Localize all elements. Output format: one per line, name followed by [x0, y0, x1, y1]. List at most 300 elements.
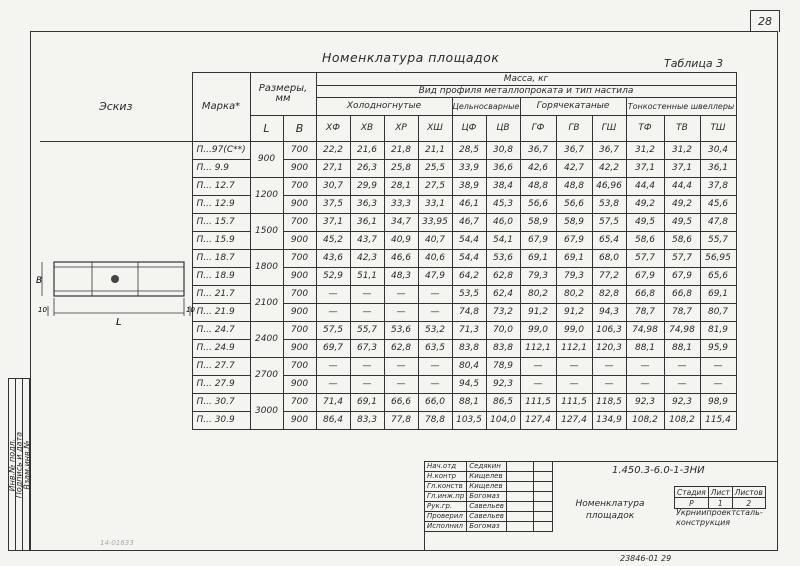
sheets-header: Листов — [732, 487, 765, 498]
faint-stamp-code: 14-01633 — [100, 539, 134, 547]
width-cell: 900 — [283, 268, 316, 286]
stamp-signature — [506, 522, 533, 532]
mass-cell: 33,9 — [452, 160, 486, 178]
stage-value: Р — [675, 498, 709, 509]
mass-cell: — — [700, 376, 736, 394]
sketch-right-offset: 10 — [186, 306, 195, 314]
mass-cell: 82,8 — [592, 286, 626, 304]
mass-cell: — — [418, 286, 452, 304]
mass-cell: 48,8 — [556, 178, 592, 196]
mass-cell: 94,5 — [452, 376, 486, 394]
mass-cell: 44,4 — [664, 178, 700, 196]
mass-cell: 53,6 — [384, 322, 418, 340]
mass-cell: 53,6 — [486, 250, 520, 268]
mass-cell: 43,7 — [350, 232, 384, 250]
mass-cell: 37,1 — [626, 160, 664, 178]
length-cell: 2700 — [250, 358, 283, 394]
width-cell: 700 — [283, 142, 316, 160]
mark-cell: П... 12.7 — [192, 178, 250, 196]
mass-cell: 106,3 — [592, 322, 626, 340]
mass-cell: — — [556, 376, 592, 394]
header-col-5: ЦВ — [486, 116, 520, 142]
mark-cell: П... 15.7 — [192, 214, 250, 232]
mass-cell: 30,4 — [700, 142, 736, 160]
stamp-date — [533, 482, 552, 492]
sidebar-sign-label: Подпись и дата — [14, 431, 24, 498]
width-cell: 900 — [283, 232, 316, 250]
mass-cell: — — [384, 358, 418, 376]
mass-cell: 91,2 — [556, 304, 592, 322]
mass-cell: 34,7 — [384, 214, 418, 232]
width-cell: 700 — [283, 250, 316, 268]
mass-cell: 54,4 — [452, 250, 486, 268]
mass-cell: 21,6 — [350, 142, 384, 160]
mass-cell: 49,5 — [626, 214, 664, 232]
mass-cell: 66,6 — [384, 394, 418, 412]
length-cell: 900 — [250, 142, 283, 178]
mass-cell: 36,7 — [556, 142, 592, 160]
mass-cell: 56,95 — [700, 250, 736, 268]
mass-cell: 29,9 — [350, 178, 384, 196]
header-col-4: ЦФ — [452, 116, 486, 142]
mass-cell: 52,9 — [316, 268, 350, 286]
sketch-B-label: B — [36, 276, 43, 286]
mark-cell: П... 21.7 — [192, 286, 250, 304]
mass-cell: 53,5 — [452, 286, 486, 304]
mass-cell: — — [664, 358, 700, 376]
width-cell: 900 — [283, 304, 316, 322]
stage-box — [674, 486, 766, 509]
header-col-3: ХШ — [418, 116, 452, 142]
header-col-6: ГФ — [520, 116, 556, 142]
mass-cell: — — [384, 304, 418, 322]
mass-cell: 103,5 — [452, 412, 486, 430]
mass-cell: 66,8 — [664, 286, 700, 304]
mark-cell: П... 21.9 — [192, 304, 250, 322]
mass-cell: 36,1 — [700, 160, 736, 178]
stamp-role: Исполнил — [425, 522, 467, 532]
mass-cell: 22,2 — [316, 142, 350, 160]
width-cell: 900 — [283, 160, 316, 178]
mass-cell: — — [350, 358, 384, 376]
mass-cell: 56,6 — [556, 196, 592, 214]
mass-cell: 79,3 — [520, 268, 556, 286]
mass-cell: 49,2 — [626, 196, 664, 214]
stamp-person: Богомаз — [467, 492, 507, 502]
mass-cell: 37,1 — [316, 214, 350, 232]
length-cell: 2100 — [250, 286, 283, 322]
mass-cell: 31,2 — [626, 142, 664, 160]
sketch-left-offset: 10 — [38, 306, 47, 314]
sidebar-inv-label: Инв.№ подл. — [7, 438, 17, 491]
length-cell: 1800 — [250, 250, 283, 286]
mass-cell: 30,7 — [316, 178, 350, 196]
stamp-signature — [506, 462, 533, 472]
stamp-row — [425, 472, 553, 482]
mass-cell: 92,3 — [486, 376, 520, 394]
mass-cell: 80,7 — [700, 304, 736, 322]
mass-cell: 86,5 — [486, 394, 520, 412]
mark-cell: П... 30.9 — [192, 412, 250, 430]
mass-cell: 47,9 — [418, 268, 452, 286]
stamp-signature — [506, 502, 533, 512]
mass-cell: 74,98 — [664, 322, 700, 340]
mass-cell: 78,7 — [664, 304, 700, 322]
mass-cell: 44,4 — [626, 178, 664, 196]
mass-cell: 40,7 — [418, 232, 452, 250]
mass-cell: 73,2 — [486, 304, 520, 322]
mass-cell: 63,5 — [418, 340, 452, 358]
mass-cell: 83,8 — [452, 340, 486, 358]
mass-cell: 95,9 — [700, 340, 736, 358]
mark-cell: П... 18.7 — [192, 250, 250, 268]
mass-cell: 99,0 — [520, 322, 556, 340]
width-cell: 900 — [283, 340, 316, 358]
mark-cell: П... 24.9 — [192, 340, 250, 358]
mass-cell: 78,9 — [486, 358, 520, 376]
mark-cell: П... 9.9 — [192, 160, 250, 178]
mass-cell: 42,7 — [556, 160, 592, 178]
mass-cell: 88,1 — [626, 340, 664, 358]
mass-cell: 42,2 — [592, 160, 626, 178]
stamp-row — [425, 522, 553, 532]
header-col-7: ГВ — [556, 116, 592, 142]
mass-cell: 27,1 — [316, 160, 350, 178]
length-cell: 3000 — [250, 394, 283, 430]
mass-cell: 37,1 — [664, 160, 700, 178]
mass-cell: 71,4 — [316, 394, 350, 412]
mass-cell: 69,1 — [350, 394, 384, 412]
organization-name: Укрниипроектсталь-конструкция — [676, 508, 763, 527]
stamp-role: Н.контр — [425, 472, 467, 482]
width-cell: 700 — [283, 178, 316, 196]
mass-cell: 67,9 — [520, 232, 556, 250]
mass-cell: 120,3 — [592, 340, 626, 358]
mass-cell: 57,5 — [316, 322, 350, 340]
stamp-person: Кищелев — [467, 472, 507, 482]
stamp-person: Савельев — [467, 512, 507, 522]
mass-cell: 36,7 — [520, 142, 556, 160]
width-cell: 900 — [283, 196, 316, 214]
mass-cell: 70,0 — [486, 322, 520, 340]
header-col-8: ГШ — [592, 116, 626, 142]
mass-cell: 74,98 — [626, 322, 664, 340]
mass-cell: — — [350, 376, 384, 394]
header-thin: Тонкостенные швеллеры — [626, 98, 736, 116]
width-cell: 700 — [283, 394, 316, 412]
mark-cell: П... 12.9 — [192, 196, 250, 214]
mass-cell: 21,1 — [418, 142, 452, 160]
mass-cell: 51,1 — [350, 268, 384, 286]
page-number: 28 — [750, 10, 780, 32]
mass-cell: 58,9 — [520, 214, 556, 232]
stamp-signature — [506, 482, 533, 492]
width-cell: 700 — [283, 322, 316, 340]
mark-cell: П... 18.9 — [192, 268, 250, 286]
mass-cell: 36,3 — [350, 196, 384, 214]
mass-cell: 115,4 — [700, 412, 736, 430]
mass-cell: 80,2 — [520, 286, 556, 304]
mass-cell: — — [520, 358, 556, 376]
mass-cell: 77,2 — [592, 268, 626, 286]
mass-cell: 38,4 — [486, 178, 520, 196]
sheet-header: Лист — [708, 487, 732, 498]
width-cell: 900 — [283, 412, 316, 430]
mass-cell: 65,6 — [700, 268, 736, 286]
mass-cell: 54,1 — [486, 232, 520, 250]
mass-cell: 118,5 — [592, 394, 626, 412]
mass-cell: 134,9 — [592, 412, 626, 430]
mark-cell: П... 27.9 — [192, 376, 250, 394]
mass-cell: 33,3 — [384, 196, 418, 214]
stamp-row — [425, 462, 553, 472]
mass-cell: 91,2 — [520, 304, 556, 322]
header-col-0: ХФ — [316, 116, 350, 142]
mass-cell: 48,8 — [520, 178, 556, 196]
mass-cell: 71,3 — [452, 322, 486, 340]
width-cell: 700 — [283, 358, 316, 376]
platform-sketch — [30, 250, 195, 330]
mass-cell: 46,0 — [486, 214, 520, 232]
mass-cell: 57,7 — [664, 250, 700, 268]
mass-cell: 77,8 — [384, 412, 418, 430]
mass-cell: 37,5 — [316, 196, 350, 214]
mass-cell: 98,9 — [700, 394, 736, 412]
stamp-role: Рук.гр. — [425, 502, 467, 512]
mass-cell: 45,2 — [316, 232, 350, 250]
page-title: Номенклатура площадок — [322, 50, 500, 65]
mass-cell: 33,95 — [418, 214, 452, 232]
mass-cell: 42,6 — [520, 160, 556, 178]
stamp-role: Проверил — [425, 512, 467, 522]
mass-cell: 38,9 — [452, 178, 486, 196]
mass-cell: 127,4 — [556, 412, 592, 430]
header-hot: Горячекатаные — [520, 98, 626, 116]
stamp-row — [425, 482, 553, 492]
length-cell: 1500 — [250, 214, 283, 250]
mass-cell: 127,4 — [520, 412, 556, 430]
mark-cell: П... 24.7 — [192, 322, 250, 340]
mass-cell: 81,9 — [700, 322, 736, 340]
stamp-person: Седякин — [467, 462, 507, 472]
mass-cell: 79,3 — [556, 268, 592, 286]
stamp-signature — [506, 492, 533, 502]
mass-cell: 67,9 — [626, 268, 664, 286]
mass-cell: 104,0 — [486, 412, 520, 430]
mass-cell: 80,4 — [452, 358, 486, 376]
mass-cell: — — [350, 286, 384, 304]
header-mark: Марка* — [192, 73, 250, 142]
mass-cell: 66,8 — [626, 286, 664, 304]
mass-cell: 57,5 — [592, 214, 626, 232]
mass-cell: 67,9 — [664, 268, 700, 286]
stamp-row — [425, 502, 553, 512]
mass-cell: 27,5 — [418, 178, 452, 196]
stage-header: Стадия — [675, 487, 709, 498]
mass-cell: 88,1 — [664, 340, 700, 358]
stamp-date — [533, 492, 552, 502]
stamp-date — [533, 512, 552, 522]
header-cold: Холодногнутые — [316, 98, 452, 116]
mass-cell: 21,8 — [384, 142, 418, 160]
sheet-value: 1 — [708, 498, 732, 509]
width-cell: 700 — [283, 286, 316, 304]
header-col-9: ТФ — [626, 116, 664, 142]
mark-cell: П... 15.9 — [192, 232, 250, 250]
mass-cell: 42,3 — [350, 250, 384, 268]
mass-cell: 45,3 — [486, 196, 520, 214]
mass-cell: 74,8 — [452, 304, 486, 322]
stamp-row — [425, 492, 553, 502]
header-col-11: ТШ — [700, 116, 736, 142]
mass-cell: 43,6 — [316, 250, 350, 268]
mass-cell: 62,4 — [486, 286, 520, 304]
mass-cell: — — [316, 286, 350, 304]
mass-cell: 26,3 — [350, 160, 384, 178]
mass-cell: — — [520, 376, 556, 394]
mass-cell: 86,4 — [316, 412, 350, 430]
bottom-code: 23846-01 29 — [620, 554, 672, 563]
mass-cell: 31,2 — [664, 142, 700, 160]
mass-cell: 66,0 — [418, 394, 452, 412]
mass-cell: 36,7 — [592, 142, 626, 160]
mass-cell: 28,5 — [452, 142, 486, 160]
mass-cell: 46,96 — [592, 178, 626, 196]
mass-cell: 48,3 — [384, 268, 418, 286]
mass-cell: 68,0 — [592, 250, 626, 268]
mass-cell: 58,6 — [664, 232, 700, 250]
mass-cell: — — [592, 376, 626, 394]
stamp-date — [533, 522, 552, 532]
mass-cell: 25,8 — [384, 160, 418, 178]
header-col-1: ХВ — [350, 116, 384, 142]
mass-cell: 67,9 — [556, 232, 592, 250]
mass-cell: 46,1 — [452, 196, 486, 214]
mass-cell: 49,5 — [664, 214, 700, 232]
sheet-name: Номенклатура площадок — [575, 499, 645, 521]
stamp-signature — [506, 472, 533, 482]
mass-cell: 37,8 — [700, 178, 736, 196]
mark-cell: П... 30.7 — [192, 394, 250, 412]
mass-cell: 62,8 — [486, 268, 520, 286]
width-cell: 700 — [283, 214, 316, 232]
mass-cell: 49,2 — [664, 196, 700, 214]
mass-cell: 28,1 — [384, 178, 418, 196]
mass-cell: 92,3 — [664, 394, 700, 412]
mass-cell: — — [418, 376, 452, 394]
header-col-10: ТВ — [664, 116, 700, 142]
mass-cell: — — [556, 358, 592, 376]
header-B: B — [283, 116, 316, 142]
sidebar-replace-label: Взам.инв.№ — [22, 439, 31, 490]
mass-cell: 78,8 — [418, 412, 452, 430]
mass-cell: — — [592, 358, 626, 376]
stamp-date — [533, 472, 552, 482]
stamp-role: Гл.инж.пр — [425, 492, 467, 502]
mass-cell: 55,7 — [700, 232, 736, 250]
mass-cell: 67,3 — [350, 340, 384, 358]
table-number: Таблица 3 — [664, 57, 724, 70]
mass-cell: 88,1 — [452, 394, 486, 412]
mass-cell: — — [626, 376, 664, 394]
mass-cell: 56,6 — [520, 196, 556, 214]
header-mass: Масса, кг — [316, 73, 736, 86]
mark-cell: П...97(С**) — [192, 142, 250, 160]
mass-cell: 83,8 — [486, 340, 520, 358]
header-profile: Вид профиля металлопроката и тип настила — [316, 86, 736, 98]
header-col-2: ХР — [384, 116, 418, 142]
mass-cell: 80,2 — [556, 286, 592, 304]
mass-cell: 62,8 — [384, 340, 418, 358]
mass-cell: 83,3 — [350, 412, 384, 430]
mass-cell: — — [316, 376, 350, 394]
stamp-role: Нач.отд — [425, 462, 467, 472]
mass-cell: 33,1 — [418, 196, 452, 214]
length-cell: 1200 — [250, 178, 283, 214]
mass-cell: — — [664, 376, 700, 394]
table-row — [40, 142, 736, 160]
header-sketch: Эскиз — [40, 73, 192, 142]
header-welded: Цельносварные — [452, 98, 520, 116]
stamp-role: Гл.конств — [425, 482, 467, 492]
mass-cell: 112,1 — [556, 340, 592, 358]
stamp-person: Богомаз — [467, 522, 507, 532]
mass-cell: 25,5 — [418, 160, 452, 178]
sketch-L-label: L — [116, 317, 122, 328]
mass-cell: 54,4 — [452, 232, 486, 250]
stamp-person: Кищелев — [467, 482, 507, 492]
mass-cell: 99,0 — [556, 322, 592, 340]
title-block-signatures — [424, 461, 553, 532]
mass-cell: 65,4 — [592, 232, 626, 250]
stamp-signature — [506, 512, 533, 522]
mass-cell: 108,2 — [626, 412, 664, 430]
mass-cell: — — [316, 304, 350, 322]
mass-cell: 53,2 — [418, 322, 452, 340]
mass-cell: 55,7 — [350, 322, 384, 340]
mass-cell: 111,5 — [520, 394, 556, 412]
header-L: L — [250, 116, 283, 142]
stamp-date — [533, 502, 552, 512]
mass-cell: 36,6 — [486, 160, 520, 178]
mass-cell: 69,1 — [700, 286, 736, 304]
mass-cell: — — [316, 358, 350, 376]
stamp-date — [533, 462, 552, 472]
mass-cell: 108,2 — [664, 412, 700, 430]
mark-cell: П... 27.7 — [192, 358, 250, 376]
document-number: 1.450.3-6.0-1-3НИ — [612, 465, 705, 476]
mass-cell: — — [700, 358, 736, 376]
header-sizes: Размеры, мм — [250, 73, 316, 116]
mass-cell: 78,7 — [626, 304, 664, 322]
mass-cell: 111,5 — [556, 394, 592, 412]
mass-cell: — — [384, 286, 418, 304]
mass-cell: 40,9 — [384, 232, 418, 250]
mass-cell: 92,3 — [626, 394, 664, 412]
mass-cell: 94,3 — [592, 304, 626, 322]
mass-cell: 46,7 — [452, 214, 486, 232]
mass-cell: 64,2 — [452, 268, 486, 286]
mass-cell: — — [350, 304, 384, 322]
mass-cell: — — [626, 358, 664, 376]
stamp-person: Савельев — [467, 502, 507, 512]
sheets-value: 2 — [732, 498, 765, 509]
left-sidebar-stamp — [8, 378, 30, 551]
mass-cell: 53,8 — [592, 196, 626, 214]
length-cell: 2400 — [250, 322, 283, 358]
mass-cell: 69,1 — [520, 250, 556, 268]
mass-cell: 57,7 — [626, 250, 664, 268]
